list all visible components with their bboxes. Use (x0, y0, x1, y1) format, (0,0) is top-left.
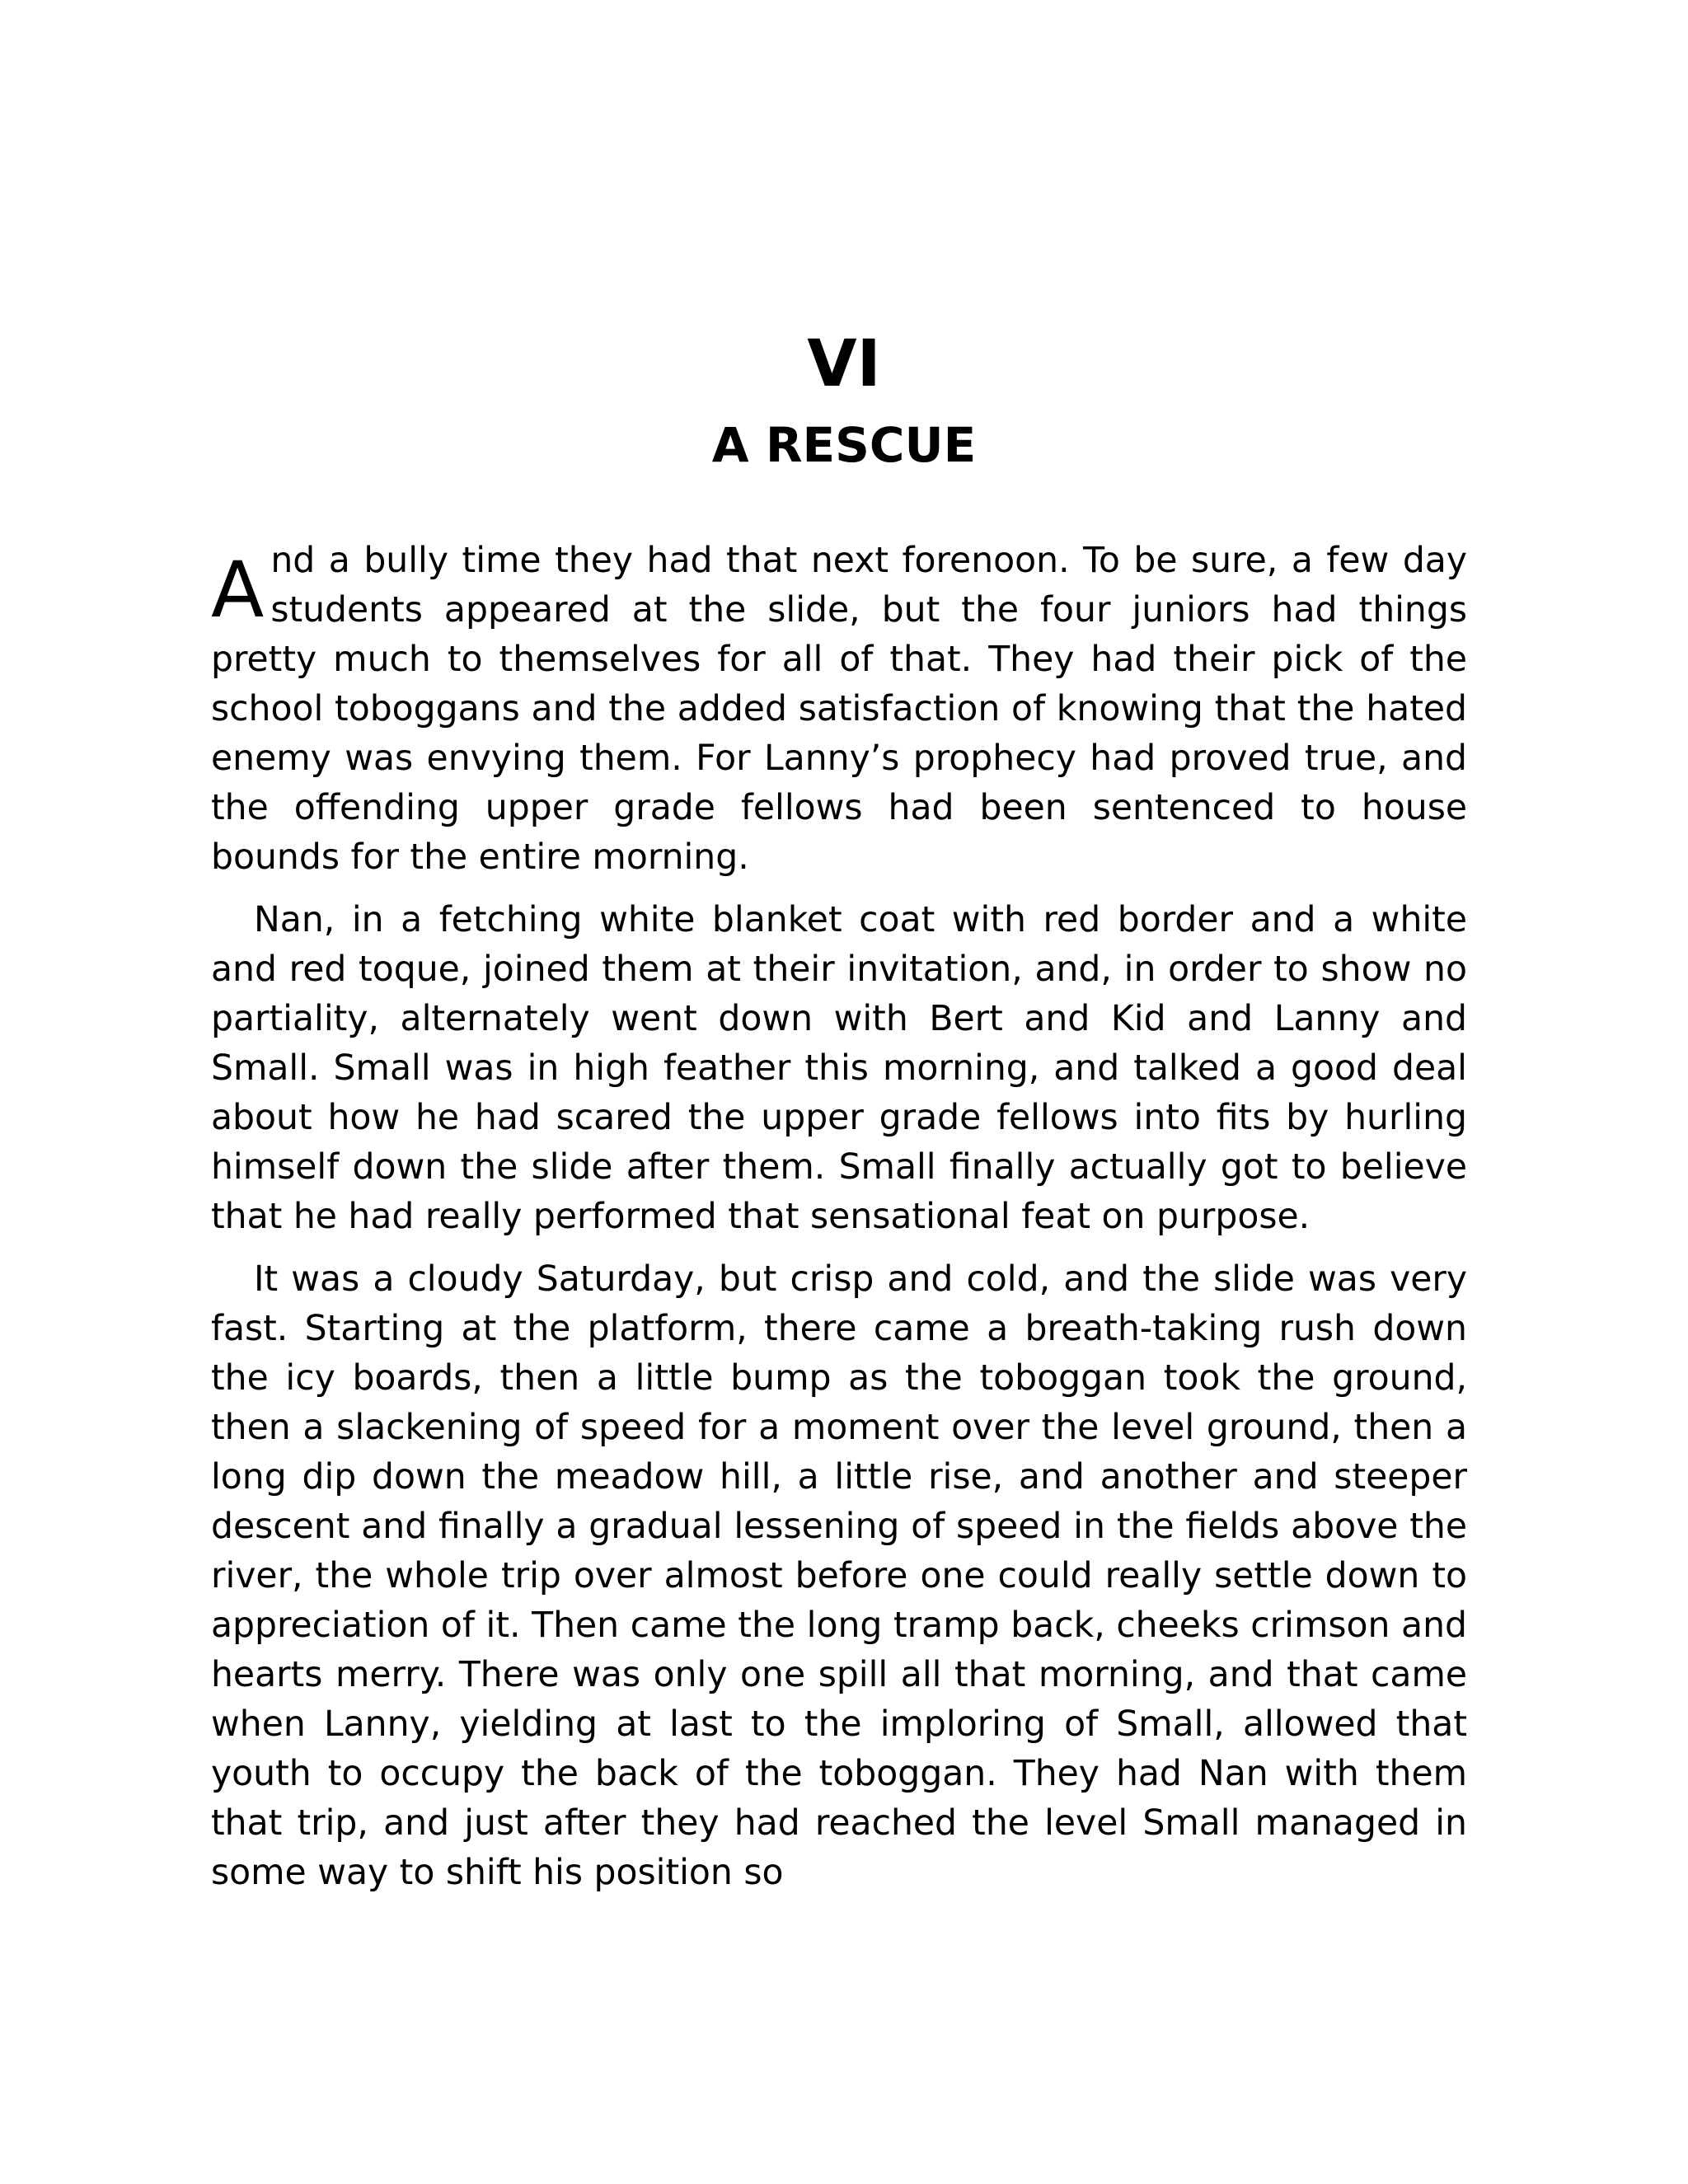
paragraph-3 (211, 1255, 1467, 1898)
paragraph-2 (211, 896, 1467, 1242)
chapter-body (211, 537, 1467, 1911)
chapter-title: A RESCUE (711, 417, 977, 473)
drop-cap-letter: A (211, 546, 265, 635)
paragraph-3-text: It was a cloudy Saturday, but crisp and cold, and the slide was very fast. Starting at the platform, there came a breath-taking rush down the icy boards, then a little bump as the toboggan took the ground, then a slackening of speed for a moment over the level ground, then a long dip down the meadow hill, a little rise, and another and steeper descent and finally a gradual lessening of speed in the fields above the river, the whole trip over almost before one could really settle down to appreciation of it. Then came the long tramp back, cheeks crimson and hearts merry. There was only one spill all that morning, and that came when Lanny, yielding at last to the imploring of Small, allowed that youth to occupy the back of the toboggan. They had Nan with them that trip, and just after they had reached the level Small managed in some way to shift his position so (211, 1259, 1467, 1893)
paragraph-1 (211, 537, 1467, 883)
paragraph-1-text: nd a bully time they had that next forenoon. To be sure, a few day students appeared at the slide, but the four juniors had things pretty much to themselves for all of that. They had their pick of the school toboggans and the added satisfaction of knowing that the hated enemy was envying them. For Lanny’s prophecy had proved true, and the offending upper grade fellows had been sentenced to house bounds for the entire morning. (211, 541, 1467, 878)
paragraph-2-text: Nan, in a fetching white blanket coat with red border and a white and red toque, joined them at their invitation, and, in order to show no partiality, alternately went down with Bert and Kid and Lanny and Small. Small was in high feather this morning, and talked a good deal about how he had scared the upper grade fellows into fits by hurling himself down the slide after them. Small finally actually got to believe that he had really performed that sensational feat on purpose. (211, 900, 1467, 1237)
chapter-number: VI (807, 327, 881, 401)
